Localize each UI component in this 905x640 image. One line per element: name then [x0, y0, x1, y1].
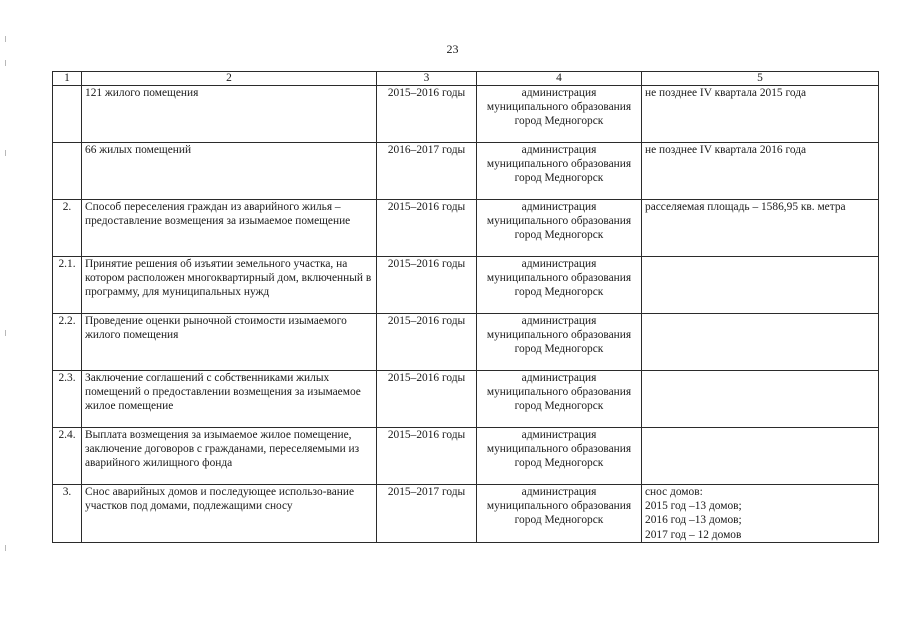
executor-cell: администрация муниципального образования город Медногорск: [477, 428, 642, 485]
column-header: 1: [53, 72, 82, 86]
scan-edge-mark: [5, 150, 6, 156]
result-cell: [642, 257, 879, 314]
executor-cell: администрация муниципального образования город Медногорск: [477, 314, 642, 371]
row-number: 2.4.: [53, 428, 82, 485]
measure-text: Снос аварийных домов и последующее использо-вание участков под домами, подлежащими сносу: [82, 485, 377, 543]
term-cell: 2015–2016 годы: [377, 371, 477, 428]
term-cell: 2015–2017 годы: [377, 485, 477, 543]
term-cell: 2015–2016 годы: [377, 200, 477, 257]
result-cell: [642, 371, 879, 428]
measure-text: Выплата возмещения за изымаемое жилое помещение, заключение договоров с гражданами, переселяемыми из аварийного жилищного фонда: [82, 428, 377, 485]
result-line: не позднее IV квартала 2016 года: [645, 144, 807, 156]
result-cell: [642, 200, 879, 257]
measure-text: 121 жилого помещения: [82, 86, 377, 143]
row-number: 3.: [53, 485, 82, 543]
column-header: 3: [377, 72, 477, 86]
row-number: 2.2.: [53, 314, 82, 371]
row-number: 2.3.: [53, 371, 82, 428]
measures-table: [52, 71, 879, 543]
column-header: 4: [477, 72, 642, 86]
term-cell: 2015–2016 годы: [377, 86, 477, 143]
executor-cell: администрация муниципального образования город Медногорск: [477, 143, 642, 200]
row-number: [53, 86, 82, 143]
result-cell: [642, 485, 879, 543]
executor-cell: администрация муниципального образования город Медногорск: [477, 200, 642, 257]
measure-text: Заключение соглашений с собственниками жилых помещений о предоставлении возмещения за изымаемое жилое помещение: [82, 371, 377, 428]
row-number: 2.1.: [53, 257, 82, 314]
column-number-row: [53, 72, 879, 86]
term-cell: 2015–2016 годы: [377, 257, 477, 314]
column-header: 2: [82, 72, 377, 86]
table-row: [53, 200, 879, 257]
result-line: 2016 год –13 домов;: [645, 514, 742, 527]
measure-text: Проведение оценки рыночной стоимости изымаемого жилого помещения: [82, 314, 377, 371]
result-cell: [642, 314, 879, 371]
executor-cell: администрация муниципального образования город Медногорск: [477, 485, 642, 543]
table-row: [53, 485, 879, 543]
result-line: не позднее IV квартала 2015 года: [645, 87, 807, 99]
scan-edge-mark: [5, 545, 6, 551]
executor-cell: администрация муниципального образования город Медногорск: [477, 371, 642, 428]
column-header: 5: [642, 72, 879, 86]
table-row: [53, 257, 879, 314]
executor-cell: администрация муниципального образования город Медногорск: [477, 257, 642, 314]
scan-edge-mark: [5, 330, 6, 336]
result-cell: [642, 428, 879, 485]
measure-text: Способ переселения граждан из аварийного жилья – предоставление возмещения за изымаемое помещение: [82, 200, 377, 257]
page-number: 23: [446, 42, 459, 56]
table-row: [53, 428, 879, 485]
table-row: [53, 371, 879, 428]
result-line: расселяемая площадь – 1586,95 кв. метра: [645, 201, 846, 213]
scan-edge-mark: [5, 60, 6, 66]
term-cell: 2015–2016 годы: [377, 314, 477, 371]
measure-text: 66 жилых помещений: [82, 143, 377, 200]
row-number: [53, 143, 82, 200]
measure-text: Принятие решения об изъятии земельного участка, на котором расположен многоквартирный дом, включенный в программу, для муниципальных нужд: [82, 257, 377, 314]
executor-cell: администрация муниципального образования город Медногорск: [477, 86, 642, 143]
term-cell: 2016–2017 годы: [377, 143, 477, 200]
result-cell: [642, 143, 879, 200]
table-row: [53, 86, 879, 143]
table-row: [53, 143, 879, 200]
row-number: 2.: [53, 200, 82, 257]
term-cell: 2015–2016 годы: [377, 428, 477, 485]
result-line: 2017 год – 12 домов: [645, 528, 742, 541]
result-cell: [642, 86, 879, 143]
result-line: 2015 год –13 домов;: [645, 500, 742, 513]
scan-edge-mark: [5, 36, 6, 42]
table-row: [53, 314, 879, 371]
result-line: снос домов:: [645, 486, 703, 498]
